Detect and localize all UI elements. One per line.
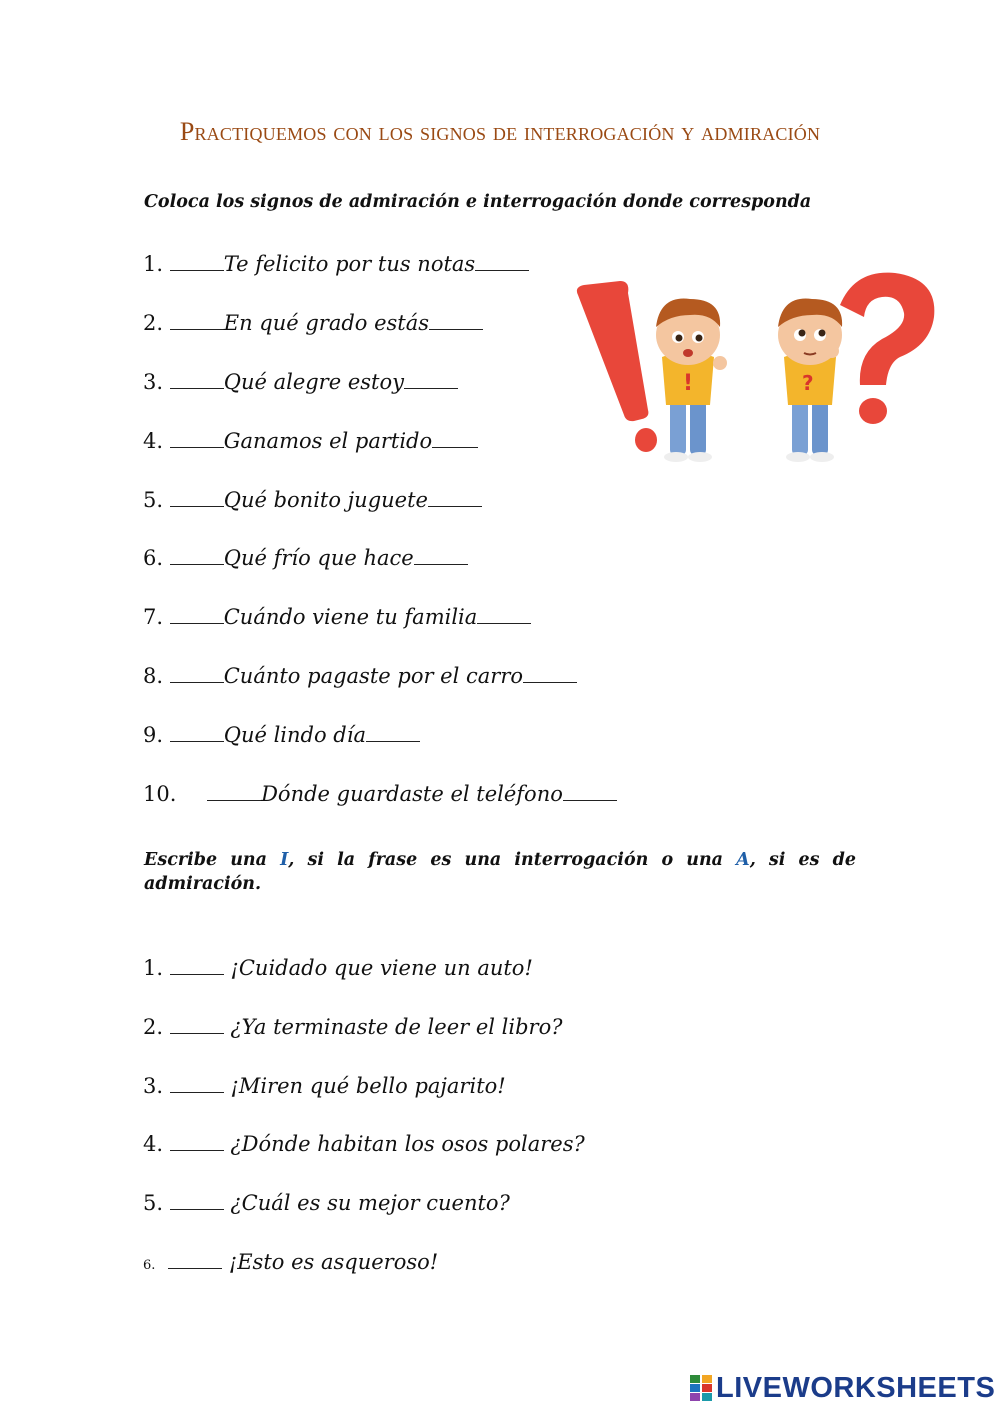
item-number: 4.	[143, 429, 164, 453]
item-text: Qué lindo día	[223, 723, 366, 747]
answer-blank[interactable]	[168, 1252, 222, 1269]
boy-icon	[656, 299, 727, 462]
item-text: ¿Dónde habitan los osos polares?	[230, 1132, 585, 1156]
item-number: 7.	[143, 605, 164, 629]
instruction-part: Escribe una	[144, 850, 281, 870]
exercise-1-item	[143, 721, 420, 749]
svg-text:?: ?	[802, 371, 814, 395]
item-number: 4.	[143, 1132, 164, 1156]
exercise-1-item	[143, 309, 483, 337]
item-text: Qué frío que hace	[223, 546, 414, 570]
item-text: Ganamos el partido	[223, 429, 433, 453]
item-number: 9.	[143, 723, 164, 747]
item-number: 6.	[143, 546, 164, 570]
exercise-1-item	[143, 544, 468, 572]
item-number: 3.	[143, 370, 164, 394]
item-text: ¡Miren qué bello pajarito!	[230, 1074, 506, 1098]
answer-blank[interactable]	[432, 431, 478, 448]
exercise-2-item	[143, 1189, 510, 1217]
instruction-section-1: Coloca los signos de admiración e interrogación donde corresponda	[144, 192, 812, 212]
item-text: Cuánto pagaste por el carro	[223, 664, 523, 688]
exercise-1-item	[143, 427, 478, 455]
item-text: ¡Esto es asqueroso!	[228, 1250, 439, 1274]
answer-blank[interactable]	[170, 372, 224, 389]
answer-blank[interactable]	[170, 1134, 224, 1151]
illustration-boys-icon	[570, 265, 940, 465]
exercise-1-item	[143, 662, 577, 690]
item-number: 5.	[143, 1191, 164, 1215]
exercise-2-item	[143, 1130, 585, 1158]
answer-blank[interactable]	[428, 490, 482, 507]
answer-blank[interactable]	[563, 784, 617, 801]
answer-blank[interactable]	[475, 254, 529, 271]
letter-i-label: I	[280, 850, 289, 870]
item-number: 1.	[143, 956, 164, 980]
page-title: Practiquemos con los signos de interrogación y admiración	[179, 117, 821, 146]
answer-blank[interactable]	[404, 372, 458, 389]
item-text: ¿Ya terminaste de leer el libro?	[230, 1015, 563, 1039]
item-number: 6.	[143, 1258, 156, 1273]
svg-text:!: !	[683, 371, 694, 396]
answer-blank[interactable]	[170, 1193, 224, 1210]
item-text: Te felicito por tus notas	[223, 252, 476, 276]
answer-blank[interactable]	[170, 313, 224, 330]
item-text: En qué grado estás	[223, 311, 430, 335]
answer-blank[interactable]	[170, 548, 224, 565]
exercise-1-item	[143, 603, 531, 631]
exercise-1-item	[143, 486, 482, 514]
answer-blank[interactable]	[207, 784, 261, 801]
question-mark-icon	[840, 273, 934, 424]
answer-blank[interactable]	[170, 431, 224, 448]
instruction-section-2	[144, 848, 856, 896]
item-number: 2.	[143, 1015, 164, 1039]
item-number: 3.	[143, 1074, 164, 1098]
item-number: 5.	[143, 488, 164, 512]
exercise-1-item	[143, 250, 529, 278]
item-text: ¿Cuál es su mejor cuento?	[230, 1191, 510, 1215]
item-number: 1.	[143, 252, 164, 276]
answer-blank[interactable]	[170, 1017, 224, 1034]
logo-blocks-icon	[690, 1375, 712, 1401]
boy-thinking-icon	[778, 299, 842, 462]
item-text: Qué bonito juguete	[223, 488, 428, 512]
logo-text: LIVEWORKSHEETS	[716, 1371, 996, 1404]
answer-blank[interactable]	[170, 666, 224, 683]
item-number: 8.	[143, 664, 164, 688]
letter-a-label: A	[736, 850, 750, 870]
exercise-1-item	[143, 368, 458, 396]
item-text: Cuándo viene tu familia	[223, 605, 478, 629]
exercise-1-item	[143, 780, 617, 808]
answer-blank[interactable]	[170, 607, 224, 624]
exclamation-mark-icon	[577, 281, 657, 452]
exercise-2-item	[143, 1013, 562, 1041]
answer-blank[interactable]	[429, 313, 483, 330]
answer-blank[interactable]	[414, 548, 468, 565]
exercise-2-item	[143, 954, 533, 982]
item-text: Qué alegre estoy	[223, 370, 404, 394]
instruction-part: , si es de admiración.	[144, 850, 856, 894]
answer-blank[interactable]	[170, 490, 224, 507]
exercise-2-item	[143, 1248, 438, 1280]
exercise-2-item	[143, 1072, 506, 1100]
answer-blank[interactable]	[170, 958, 224, 975]
answer-blank[interactable]	[477, 607, 531, 624]
item-text: ¡Cuidado que viene un auto!	[230, 956, 533, 980]
instruction-part: , si la frase es una interrogación o una	[288, 850, 737, 870]
answer-blank[interactable]	[170, 725, 224, 742]
item-number: 10.	[143, 782, 177, 806]
item-number: 2.	[143, 311, 164, 335]
answer-blank[interactable]	[523, 666, 577, 683]
answer-blank[interactable]	[366, 725, 420, 742]
answer-blank[interactable]	[170, 1076, 224, 1093]
item-text: Dónde guardaste el teléfono	[261, 782, 563, 806]
liveworksheets-logo	[690, 1370, 995, 1406]
answer-blank[interactable]	[170, 254, 224, 271]
